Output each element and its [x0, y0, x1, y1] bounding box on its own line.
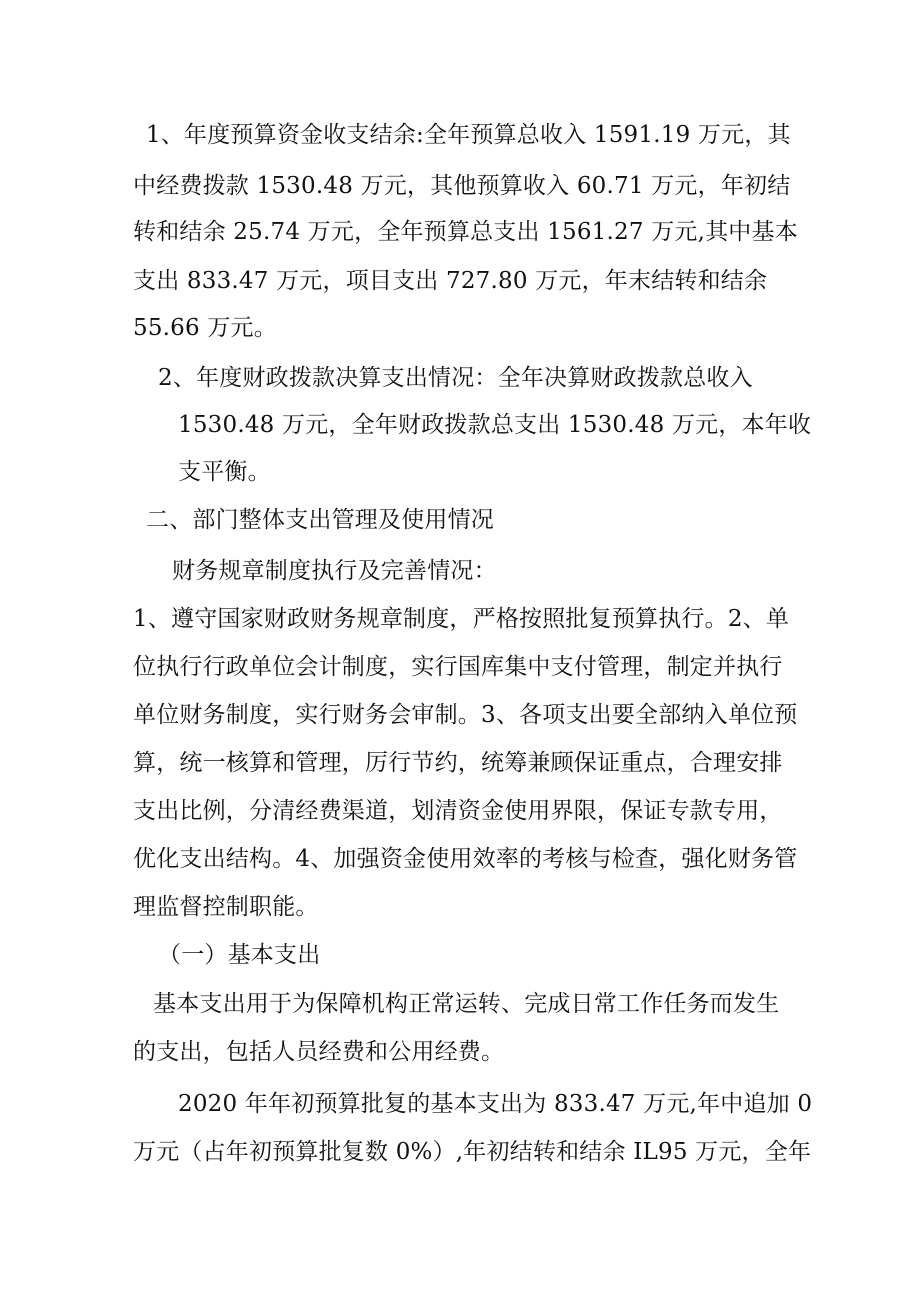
para-basic-expenditure-line-1: 基本支出用于为保障机构正常运转、完成日常工作任务而发生 — [153, 991, 780, 1017]
subsection-heading-basic-expenditure: （一）基本支出 — [158, 942, 321, 968]
para-finance-rules-line-6: 优化支出结构。4、加强资金使用效率的考核与检查，强化财务管 — [133, 846, 798, 872]
para-finance-rules-line-4: 算，统一核算和管理，厉行节约，统筹兼顾保证重点，合理安排 — [133, 750, 783, 776]
para-budget-balance-line-1: 1、年度预算资金收支结余:全年预算总收入 1591.19 万元，其 — [146, 122, 791, 148]
para-budget-balance-line-5: 55.66 万元。 — [133, 315, 277, 341]
para-finance-rules-line-2: 位执行行政单位会计制度，实行国库集中支付管理，制定并执行 — [133, 654, 783, 680]
para-basic-expenditure-line-2: 的支出，包括人员经费和公用经费。 — [133, 1039, 505, 1065]
para-budget-balance-line-4: 支出 833.47 万元，项目支出 727.80 万元，年末结转和结余 — [133, 268, 768, 294]
para-finance-rules-line-5: 支出比例，分清经费渠道，划清资金使用界限，保证专款专用， — [133, 798, 783, 824]
para-finance-rules-line-1: 1、遵守国家财政财务规章制度，严格按照批复预算执行。2、单 — [133, 606, 790, 632]
subsection-heading-finance-rules: 财务规章制度执行及完善情况： — [172, 558, 497, 584]
para-2020-budget-line-2: 万元（占年初预算批复数 0%）,年初结转和结余 IL95 万元，全年 — [133, 1139, 812, 1165]
para-finance-rules-line-7: 理监督控制职能。 — [133, 894, 319, 920]
para-2020-budget-line-1: 2020 年年初预算批复的基本支出为 833.47 万元,年中追加 0 — [178, 1091, 813, 1117]
para-budget-balance-line-3: 转和结余 25.74 万元，全年预算总支出 1561.27 万元,其中基本 — [133, 219, 798, 245]
para-fiscal-appropriation-line-1: 2、年度财政拨款决算支出情况：全年决算财政拨款总收入 — [158, 365, 753, 391]
section-heading-2: 二、部门整体支出管理及使用情况 — [146, 507, 494, 533]
para-finance-rules-line-3: 单位财务制度，实行财务会审制。3、各项支出要全部纳入单位预 — [133, 702, 798, 728]
para-fiscal-appropriation-line-2: 1530.48 万元，全年财政拨款总支出 1530.48 万元，本年收 — [178, 412, 812, 438]
para-budget-balance-line-2: 中经费拨款 1530.48 万元，其他预算收入 60.71 万元，年初结 — [133, 173, 791, 199]
para-fiscal-appropriation-line-3: 支平衡。 — [178, 459, 271, 485]
